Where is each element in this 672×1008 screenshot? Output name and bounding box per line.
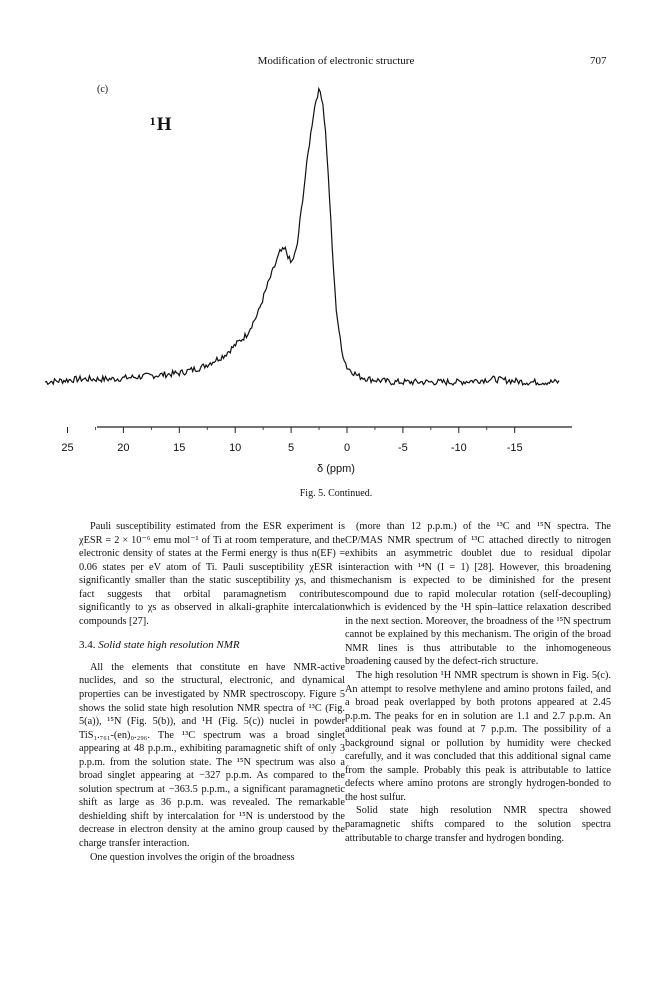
x-tick-label: 0 — [343, 442, 351, 454]
x-tick-label: -15 — [506, 442, 523, 454]
x-tick-label: 15 — [173, 442, 186, 454]
x-axis-title: δ (ppm) — [317, 463, 355, 475]
right-paragraph-1: (more than 12 p.p.m.) of the ¹³C and ¹⁵N spectra. The CP/MAS NMR spectrum of ¹³C attached directly to nitrogen exhibits an asymmetric doublet due to residual dipolar interaction with ¹⁴N (I = 1) [28]. However, this broadening mechanism is expected to be diminished for the present compound due to rapid molecular rotation (self-decoupling) which is evidenced by the ¹H spin–lattice relaxation described in the next section. Moreover, the broadness of the ¹⁵N spectrum cannot be explained by this mechanism. The origin of the broad NMR lines is thus attributable to the inhomogeneous broadening caused by the defect-rich structure. — [345, 521, 611, 668]
x-tick-label: 20 — [117, 442, 130, 454]
panel-label: (c) — [97, 84, 109, 95]
x-tick-label: -5 — [398, 442, 408, 454]
x-tick-label: 5 — [288, 442, 295, 454]
page-number: 707 — [590, 55, 607, 67]
section-number: 3.4. — [79, 639, 96, 652]
nmr-spectrum-plot — [0, 0, 672, 470]
right-paragraph-2: The high resolution ¹H NMR spectrum is shown in Fig. 5(c). An attempt to resolve methylene and amino protons failed, and a broad peak overlapped by both protons appeared at 2.45 p.p.m. The peaks for en in solution are 1.1 and 2.7 p.p.m. An additional peak was found at 7 p.p.m. The possibility of a background signal or pollution by humidity were checked carefully, and it was concluded that this additional signal came from the sample. Probably this peak is attributable to lattice defects where amino protons are strongly hydrogen-bonded to the host sulfur. — [345, 670, 611, 803]
right-column — [345, 520, 611, 845]
nucleus-label: ¹H — [150, 114, 173, 135]
x-tick-label: 10 — [229, 442, 242, 454]
x-axis-ticks — [61, 427, 522, 454]
left-paragraph-2: All the elements that constitute en have NMR-active nuclides, and so the structural, electronic, and dynamical properties can be investigated by NMR spectroscopy. Figure 5 shows the solid state high resolution NMR spectra of ¹³C (Fig. 5(a)), ¹⁵N (Fig. 5(b)), and ¹H (Fig. 5(c)) nuclei in powder TiS₁.₇₆₁-(en)₀.₂₉₆. The ¹³C spectrum was a broad singlet appearing at 48 p.p.m., exhibiting paramagnetic shift of only 3 p.p.m. from the solution state. The ¹⁵N spectrum was also a broad singlet appearing at −327 p.p.m. As compared to the solution spectrum at −363.5 p.p.m., a significant paramagnetic shift as large as 36 p.p.m. was revealed. The remarkable deshielding shift by intercalation for ¹⁵N is understood by the decrease in electron density at the amino group caused by the charge transfer interaction. — [79, 661, 345, 850]
section-title: Solid state high resolution NMR — [98, 639, 240, 652]
right-paragraph-3: Solid state high resolution NMR spectra showed paramagnetic shifts compared to the solution spectra attributable to charge transfer and hydrogen bonding. — [345, 805, 611, 844]
left-paragraph-1: Pauli susceptibility estimated from the ESR experiment is χESR = 2 × 10⁻⁶ emu mol⁻¹ of Ti at room temperature, and the electronic density of states at the Fermi energy is thus n(EF) = 0.06 states per eV atom of Ti. Pauli susceptibility χESR is significantly smaller than the static susceptibility χs, and this fact suggests that orbital paramagnetism contributes significantly to χs as observed in alkali-graphite intercalation compounds [27]. — [79, 521, 345, 627]
x-tick-label: -10 — [450, 442, 467, 454]
section-heading — [79, 639, 345, 653]
x-tick-label: 25 — [61, 442, 74, 454]
left-column — [79, 520, 345, 864]
running-title: Modification of electronic structure — [257, 55, 415, 67]
left-paragraph-3: One question involves the origin of the broadness — [90, 851, 295, 863]
spectrum-trace — [45, 89, 559, 385]
figure-caption: Fig. 5. Continued. — [299, 488, 373, 499]
